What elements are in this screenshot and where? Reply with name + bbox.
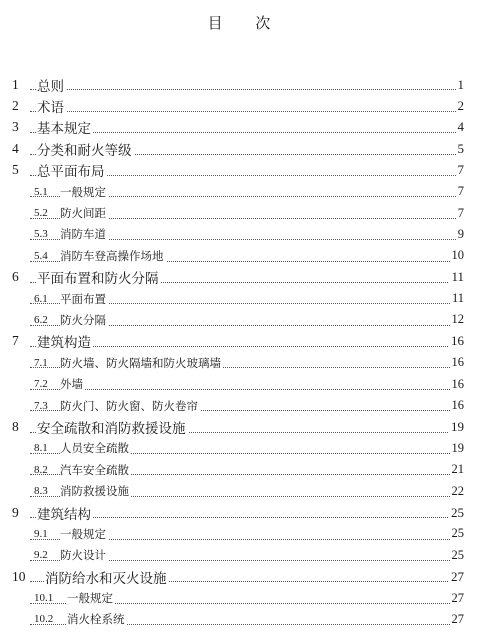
- toc-entry-number: 8.1: [34, 442, 48, 455]
- toc-entry-label: 人员安全疏散: [60, 441, 129, 456]
- dot-leader: [30, 132, 458, 133]
- toc-section-entry[interactable]: [0, 224, 478, 245]
- toc-entry-label: 消防给水和灭火设施: [45, 567, 169, 587]
- toc-chapter-entry[interactable]: [0, 74, 478, 95]
- toc-section-entry[interactable]: [0, 373, 478, 394]
- toc-entry-page-number: 1: [457, 76, 464, 92]
- toc-entry-number: 5.1: [34, 185, 48, 198]
- toc-entry-number: 5: [12, 162, 19, 178]
- toc-entry-number: 7.2: [34, 378, 48, 391]
- toc-entry-number: 1: [12, 76, 19, 92]
- toc-entry-label: 分类和耐火等级: [37, 139, 134, 159]
- toc-entry-label: 术语: [37, 96, 66, 116]
- toc-section-entry[interactable]: [0, 587, 478, 608]
- toc-chapter-entry[interactable]: [0, 138, 478, 159]
- toc-entry-label: 一般规定: [60, 184, 106, 199]
- toc-entry-page-number: 5: [457, 140, 464, 156]
- toc-entry-page-number: 7: [457, 184, 464, 199]
- dot-leader: [30, 517, 458, 518]
- toc-entry-page-number: 27: [451, 590, 464, 605]
- toc-chapter-entry[interactable]: [0, 117, 478, 138]
- dot-leader: [30, 389, 458, 390]
- toc-chapter-entry[interactable]: [0, 267, 478, 288]
- toc-entry-label: 总则: [37, 75, 66, 95]
- toc-entry-page-number: 21: [451, 462, 464, 477]
- toc-entry-page-number: 9: [457, 226, 464, 241]
- toc-entry-label: 建筑构造: [37, 331, 93, 351]
- toc-entry-number: 10.1: [34, 592, 54, 605]
- toc-entry-page-number: 22: [451, 483, 464, 498]
- toc-entry-number: 7.3: [34, 399, 48, 412]
- toc-entry-number: 9.2: [34, 549, 48, 562]
- toc-section-entry[interactable]: [0, 609, 478, 630]
- toc-section-entry[interactable]: [0, 459, 478, 480]
- toc-entry-page-number: 7: [457, 205, 464, 220]
- toc-section-entry[interactable]: [0, 288, 478, 309]
- toc-section-entry[interactable]: [0, 202, 478, 223]
- toc-entry-number: 6.1: [34, 292, 48, 305]
- toc-entry-page-number: 7: [457, 162, 464, 178]
- toc-entry-page-number: 2: [457, 98, 464, 114]
- toc-section-entry[interactable]: [0, 181, 478, 202]
- toc-entry-number: 8: [12, 418, 19, 434]
- toc-chapter-entry[interactable]: [0, 502, 478, 523]
- toc-chapter-entry[interactable]: [0, 566, 478, 587]
- toc-chapter-entry[interactable]: [0, 160, 478, 181]
- toc-entry-label: 一般规定: [60, 526, 106, 541]
- toc-entry-page-number: 16: [451, 398, 464, 413]
- toc-entry-page-number: 12: [451, 312, 464, 327]
- toc-entry-label: 总平面布局: [37, 160, 107, 180]
- toc-entry-label: 建筑结构: [37, 503, 93, 523]
- toc-entry-number: 5.2: [34, 207, 48, 220]
- toc-entry-number: 7: [12, 333, 19, 349]
- toc-entry-page-number: 27: [451, 568, 464, 584]
- toc-section-entry[interactable]: [0, 523, 478, 544]
- toc-entry-page-number: 11: [451, 291, 464, 306]
- toc-entry-label: 外墙: [60, 377, 83, 392]
- toc-entry-page-number: 25: [451, 526, 464, 541]
- toc-entry-number: 8.3: [34, 485, 48, 498]
- toc-entry-page-number: 19: [451, 418, 464, 434]
- toc-entry-number: 6.2: [34, 313, 48, 326]
- toc-entry-number: 4: [12, 140, 19, 156]
- toc-entry-label: 防火间距: [60, 206, 106, 221]
- toc-entry-page-number: 16: [451, 376, 464, 391]
- toc-entry-page-number: 4: [457, 119, 464, 135]
- toc-entry-label: 基本规定: [37, 117, 93, 137]
- toc-section-entry[interactable]: [0, 545, 478, 566]
- toc-entry-page-number: 25: [451, 504, 464, 520]
- toc-entry-number: 7.1: [34, 356, 48, 369]
- dot-leader: [30, 111, 458, 112]
- toc-section-entry[interactable]: [0, 245, 478, 266]
- toc-entry-label: 一般规定: [67, 591, 113, 606]
- toc-entry-page-number: 25: [451, 547, 464, 562]
- toc-section-entry[interactable]: [0, 309, 478, 330]
- toc-section-entry[interactable]: [0, 438, 478, 459]
- toc-entry-label: 汽车安全疏散: [60, 462, 129, 477]
- toc-chapter-entry[interactable]: [0, 95, 478, 116]
- toc-entry-page-number: 27: [451, 611, 464, 626]
- toc-entry-page-number: 16: [451, 355, 464, 370]
- dot-leader: [30, 89, 458, 90]
- toc-section-entry[interactable]: [0, 352, 478, 373]
- toc-entry-number: 9: [12, 504, 19, 520]
- toc-entry-number: 5.4: [34, 249, 48, 262]
- toc-title: 目 次: [207, 14, 285, 32]
- table-of-contents: [0, 74, 478, 630]
- toc-section-entry[interactable]: [0, 395, 478, 416]
- toc-entry-label: 防火分隔: [60, 312, 106, 327]
- toc-entry-label: 消火栓系统: [67, 612, 125, 627]
- toc-entry-page-number: 19: [451, 440, 464, 455]
- toc-chapter-entry[interactable]: [0, 416, 478, 437]
- toc-entry-page-number: 16: [451, 333, 464, 349]
- toc-entry-page-number: 10: [451, 248, 464, 263]
- toc-entry-page-number: 11: [451, 269, 464, 285]
- toc-chapter-entry[interactable]: [0, 331, 478, 352]
- toc-entry-number: 6: [12, 269, 19, 285]
- toc-entry-label: 安全疏散和消防救援设施: [37, 417, 188, 437]
- toc-entry-label: 消防车登高操作场地: [60, 248, 164, 263]
- toc-entry-number: 8.2: [34, 463, 48, 476]
- toc-entry-label: 平面布置和防火分隔: [37, 267, 161, 287]
- toc-entry-label: 消防车道: [60, 227, 106, 242]
- toc-entry-label: 防火门、防火窗、防火卷帘: [60, 398, 198, 413]
- toc-entry-number: 3: [12, 119, 19, 135]
- toc-entry-number: 5.3: [34, 228, 48, 241]
- toc-entry-label: 防火设计: [60, 548, 106, 563]
- dot-leader: [30, 346, 458, 347]
- toc-entry-number: 10: [12, 568, 26, 584]
- toc-entry-label: 消防救援设施: [60, 484, 129, 499]
- toc-entry-number: 9.1: [34, 527, 48, 540]
- toc-entry-number: 2: [12, 98, 19, 114]
- toc-entry-number: 10.2: [34, 613, 54, 626]
- toc-entry-label: 平面布置: [60, 291, 106, 306]
- toc-entry-label: 防火墙、防火隔墙和防火玻璃墙: [60, 355, 221, 370]
- toc-section-entry[interactable]: [0, 480, 478, 501]
